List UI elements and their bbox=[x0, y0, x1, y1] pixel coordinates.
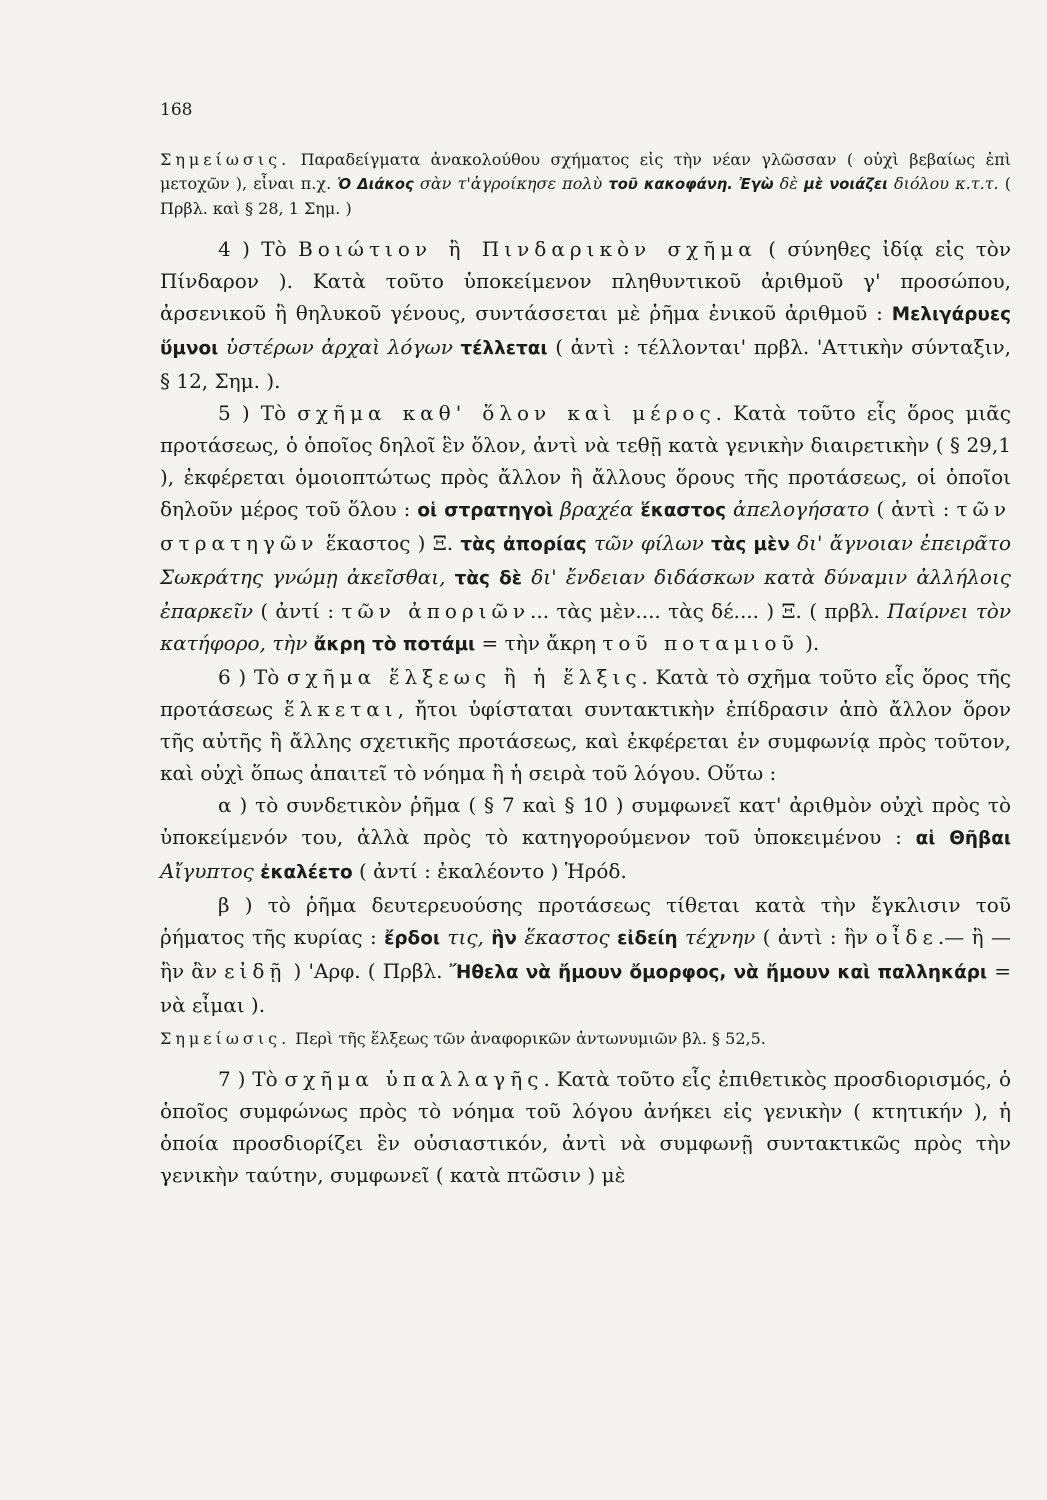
example-italic: τις, bbox=[440, 925, 492, 949]
example-italic: Παίρνει τὸν κατήφορο, τὴν bbox=[160, 599, 1011, 655]
body-text: β ) τὸ ῥῆμα δευτερευούσης προτάσεως τίθεται κατὰ τὴν ἔγκλισιν τοῦ ῥήματος τῆς κυρίας : bbox=[160, 893, 1011, 949]
spaced-text: εἰδῇ bbox=[224, 959, 287, 983]
section-6 bbox=[160, 661, 1011, 789]
example-bold: ἄκρη τὸ ποτάμι bbox=[313, 634, 476, 655]
example-bold: Μελιγάρυες ὕμνοι bbox=[160, 304, 1011, 359]
example-bold: ἕκαστος bbox=[640, 500, 727, 521]
example-bold: ἣν bbox=[491, 928, 517, 949]
body-text: = νὰ εἶμαι ). bbox=[160, 959, 1011, 1017]
example-bold: εἰδείη bbox=[617, 928, 678, 949]
example-bold: τὰς ἀπορίας bbox=[460, 534, 587, 555]
example-bold: τὰς δὲ bbox=[454, 568, 523, 589]
example-italic: ὑστέρων ἀρχαὶ λόγων bbox=[218, 335, 461, 359]
section-4 bbox=[160, 233, 1011, 397]
example-italic: ἕκαστος bbox=[516, 925, 618, 949]
body-text: ( ἀντὶ : ἣν bbox=[755, 925, 876, 949]
example-italic: διόλου κ.τ.τ. bbox=[887, 174, 999, 193]
section-term: σχῆμα ὑπαλλαγῆς bbox=[284, 1067, 544, 1091]
page-number: 168 bbox=[160, 100, 193, 120]
section-7 bbox=[160, 1063, 1011, 1191]
example-bold: τέλλεται bbox=[460, 338, 548, 359]
body-text: ( ἀντὶ : bbox=[869, 497, 957, 521]
spaced-text: τῶν στρατηγῶν bbox=[160, 497, 1012, 555]
body-text: .— ἢ — ἣν ἂν bbox=[160, 925, 1012, 983]
body-text: . Κατὰ τοῦτο εἷς ἐπιθετικὸς προσδιορισμός, ὁ ὁποῖος συμφώνως πρὸς τὸ νόημα τοῦ λόγου ἀνήκει εἰς γενικὴν ( κτητικήν ), ἡ ὁποία προσδιορίζει ἓν οὐσιαστικόν, ἀντὶ νὰ συμφωνῇ συντακτικῶς πρὸς τὴν γενικὴν ταύτην, συμφωνεῖ ( κατὰ πτῶσιν ) μὲ bbox=[160, 1067, 1011, 1187]
example-bold: τοῦ κακοφάνη. Ἐγὼ bbox=[608, 176, 774, 193]
section-5 bbox=[160, 397, 1011, 661]
example-bold: οἱ στρατηγοὶ bbox=[417, 500, 554, 521]
section-number: 4 ) Τὸ bbox=[218, 237, 299, 261]
body-text: , ἤτοι ὑφίσταται συντακτικὴν ἐπίδρασιν ἀπὸ ἄλλον ὅρον τῆς αὐτῆς ἢ ἄλλης σχετικῆς προτάσεως, καὶ ἐκφέρεται ἐν συμφωνίᾳ πρὸς τοῦτον, καὶ οὐχὶ ὅπως ἀπαιτεῖ τὸ νόημα ἢ ἡ σειρὰ τοῦ λόγου. Οὕτω : bbox=[160, 697, 1011, 785]
spaced-text: τοῦ ποταμιοῦ bbox=[602, 631, 799, 655]
note-text: Παραδείγματα ἀνακολούθου σχήματος εἰς τὴν νέαν γλῶσσαν ( οὐχὶ βεβαίως ἐπὶ μετοχῶν ), εἶναι π.χ. bbox=[160, 150, 1011, 193]
note-paragraph bbox=[160, 148, 1011, 221]
body-text: ( ἀντί : ἐκαλέοντο ) Ἡρόδ. bbox=[352, 859, 627, 883]
example-italic: δι' ἔνδειαν διδάσκων κατὰ δύναμιν ἀλλήλοις ἐπαρκεῖν bbox=[160, 565, 1011, 623]
note-paragraph-2 bbox=[160, 1027, 1011, 1051]
body-text: = τὴν ἄκρη bbox=[475, 631, 603, 655]
example-italic: βραχέα bbox=[553, 497, 641, 521]
example-italic: δι' ἄγνοιαν ἐπειρᾶτο Σωκράτης γνώμῃ ἀκεῖσθαι, bbox=[160, 531, 1012, 589]
body-text: ) 'Αρφ. ( Πρβλ. bbox=[286, 959, 450, 983]
subsection-a bbox=[160, 789, 1011, 889]
subsection-b bbox=[160, 889, 1011, 1021]
section-term: σχῆμα ἕλξεως ἢ ἡ ἕλξις bbox=[286, 665, 642, 689]
section-number: 7 ) Τὸ bbox=[218, 1067, 285, 1091]
body-text: α ) τὸ συνδετικὸν ῥῆμα ( § 7 καὶ § 10 ) συμφωνεῖ κατ' ἀριθμὸν οὐχὶ πρὸς τὸ ὑποκείμενόν του, ἀλλὰ πρὸς τὸ κατηγορούμενον τοῦ ὑποκειμένου : bbox=[160, 793, 1011, 849]
example-italic: ἀπελογήσατο bbox=[726, 497, 870, 521]
example-bold: ἐκαλέετο bbox=[260, 862, 353, 883]
example-bold: αἱ Θῆβαι bbox=[915, 828, 1011, 849]
body-text: ). bbox=[798, 631, 820, 655]
example-bold: τὰς μὲν bbox=[710, 534, 790, 555]
spaced-text: ἕλκεται bbox=[283, 697, 398, 721]
body-text: ( ἀντί : bbox=[253, 599, 342, 623]
section-number: 6 ) Τὸ bbox=[218, 665, 287, 689]
example-italic: δὲ bbox=[773, 174, 805, 193]
section-term: Βοιώτιον ἢ Πινδαρικὸν σχῆμα bbox=[298, 237, 757, 261]
example-italic: τέχνην bbox=[677, 925, 756, 949]
body-text: ( σύνηθες ἰδίᾳ εἰς τὸν Πίνδαρον ). Κατὰ τοῦτο ὑποκείμενον πληθυντικοῦ ἀριθμοῦ γ' προσώπου, ἀρσενικοῦ ἢ θηλυκοῦ γένους, συντάσσεται μὲ ῥῆμα ἑνικοῦ ἀριθμοῦ : bbox=[160, 237, 1012, 325]
body-text: ἕκαστος ) Ξ. bbox=[318, 531, 461, 555]
example-bold: μὲ νοιάζει bbox=[804, 176, 888, 193]
note-lead: Σημείωσις. bbox=[160, 1029, 291, 1048]
body-text: . Κατὰ τοῦτο εἷς ὅρος μιᾶς προτάσεως, ὁ ὁποῖος δηλοῖ ἓν ὅλον, ἀντὶ νὰ τεθῇ κατὰ γενικὴν διαιρετικὴν ( § 29,1 ), ἐκφέρεται ὁμοιοπτώτως πρὸς ἄλλον ἢ ἄλλους ὅρους τῆς προτάσεως, οἱ ὁποῖοι δηλοῦν μέρος τοῦ ὅλου : bbox=[160, 401, 1011, 521]
example-bold: Ὁ Διάκος bbox=[337, 176, 414, 193]
example-italic: σὰν τ'ἀγροίκησε πολὺ bbox=[413, 174, 609, 193]
spaced-text: οἶδε bbox=[875, 925, 938, 949]
section-number: 5 ) Τὸ bbox=[218, 401, 298, 425]
example-italic: Αἴγυπτος bbox=[160, 859, 261, 883]
spaced-text: τῶν ἀποριῶν bbox=[341, 599, 530, 623]
note-text: ( Πρβλ. καὶ § 28, 1 Σημ. ) bbox=[160, 174, 1012, 218]
body-text: ( ἀντὶ : τέλλονται' πρβλ. 'Αττικὴν σύνταξιν, § 12, Σημ. ). bbox=[160, 335, 1011, 393]
section-term: σχῆμα καθ' ὅλον καὶ μέρος bbox=[297, 401, 716, 425]
body-text: . Κατὰ τὸ σχῆμα τοῦτο εἷς ὅρος τῆς προτάσεως bbox=[160, 665, 1011, 721]
note-text: Περὶ τῆς ἕλξεως τῶν ἀναφορικῶν ἀντωνυμιῶν βλ. § 52,5. bbox=[290, 1029, 766, 1048]
example-bold: ἔρδοι bbox=[384, 928, 440, 949]
example-bold: Ἤθελα νὰ ἤμουν ὄμορφος, νὰ ἤμουν καὶ παλληκάρι bbox=[449, 962, 988, 983]
example-italic: τῶν φίλων bbox=[586, 531, 711, 555]
body-text: ... τὰς μὲν.... τὰς δέ.... ) Ξ. ( πρβλ. bbox=[529, 599, 888, 623]
note-lead: Σημείωσις. bbox=[160, 150, 291, 169]
